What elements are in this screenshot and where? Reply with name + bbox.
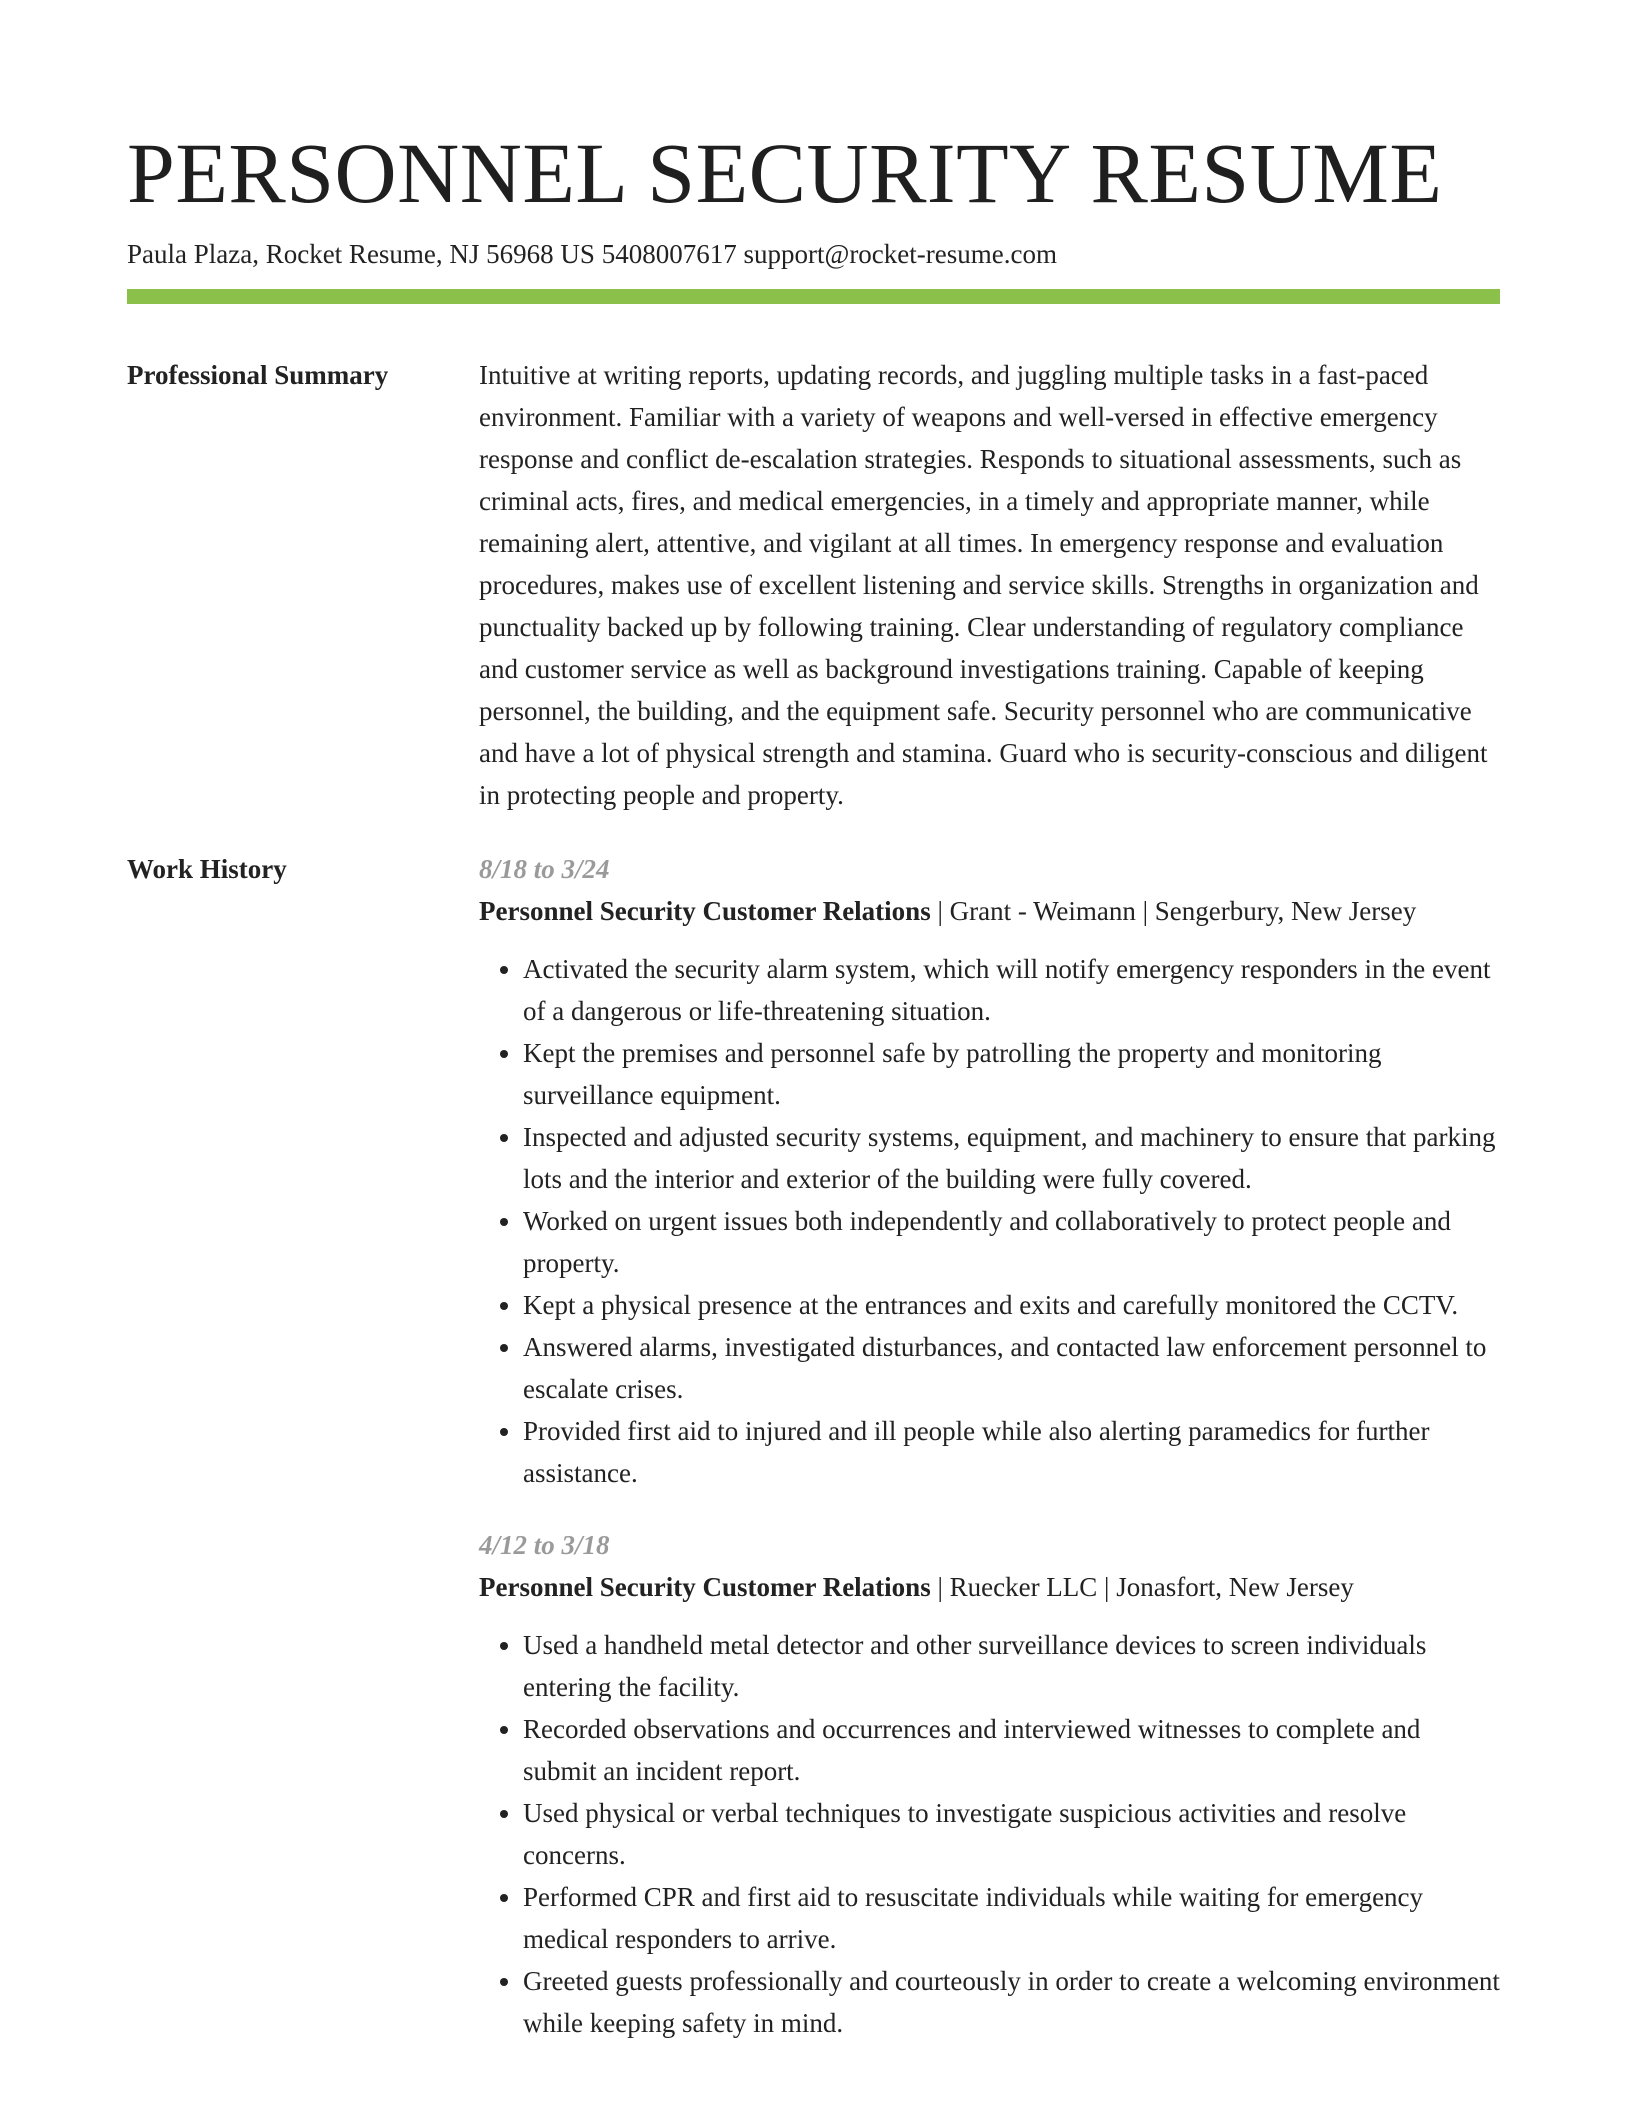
job-entry xyxy=(479,848,1500,1494)
job-bullet-list xyxy=(479,1624,1500,2044)
job-bullet: • Greeted guests professionally and courteously in order to create a welcoming environment while keeping safety in mind. xyxy=(523,1960,1500,2044)
job-heading xyxy=(479,1566,1500,1608)
job-bullet: • Activated the security alarm system, which will notify emergency responders in the event of a dangerous or life-threatening situation. xyxy=(523,948,1500,1032)
summary-body xyxy=(479,354,1500,816)
job-bullet: • Provided first aid to injured and ill people while also alerting paramedics for further assistance. xyxy=(523,1410,1500,1494)
job-title: Personnel Security Customer Relations xyxy=(479,1572,931,1602)
section-heading-summary: Professional Summary xyxy=(127,360,389,390)
resume-title: PERSONNEL SECURITY RESUME xyxy=(127,125,1443,221)
job-bullet: • Kept a physical presence at the entrances and exits and carefully monitored the CCTV. xyxy=(523,1284,1500,1326)
contact-phone: 5408007617 xyxy=(601,239,737,269)
job-bullet: • Performed CPR and first aid to resuscitate individuals while waiting for emergency medical responders to arrive. xyxy=(523,1876,1500,1960)
contact-line xyxy=(127,236,1500,272)
job-dates: 4/12 to 3/18 xyxy=(479,1530,610,1560)
job-bullet: • Used physical or verbal techniques to investigate suspicious activities and resolve concerns. xyxy=(523,1792,1500,1876)
work-history-body xyxy=(479,848,1500,2074)
job-bullet: • Kept the premises and personnel safe by patrolling the property and monitoring surveillance equipment. xyxy=(523,1032,1500,1116)
work-history-section xyxy=(127,848,1500,2074)
job-entry xyxy=(479,1524,1500,2044)
job-bullet: • Recorded observations and occurrences and interviewed witnesses to complete and submit an incident report. xyxy=(523,1708,1500,1792)
job-heading xyxy=(479,890,1500,932)
summary-text: Intuitive at writing reports, updating records, and juggling multiple tasks in a fast-paced environment. Familiar with a variety of weapons and well-versed in effective emergency response and conflict de-escalation strategies. Responds to situational assessments, such as criminal acts, fires, and medical emergencies, in a timely and appropriate manner, while remaining alert, attentive, and vigilant at all times. In emergency response and evaluation procedures, makes use of excellent listening and service skills. Strengths in organization and punctuality backed up by following training. Clear understanding of regulatory compliance and customer service as well as background investigations training. Capable of keeping personnel, the building, and the equipment safe. Security personnel who are communicative and have a lot of physical strength and stamina. Guard who is security-conscious and diligent in protecting people and property. xyxy=(479,360,1488,810)
contact-address: Paula Plaza, Rocket Resume, NJ 56968 US xyxy=(127,239,595,269)
job-company-location: | Ruecker LLC | Jonasfort, New Jersey xyxy=(930,1572,1354,1602)
job-bullet: • Used a handheld metal detector and other surveillance devices to screen individuals entering the facility. xyxy=(523,1624,1500,1708)
job-bullet: • Worked on urgent issues both independently and collaboratively to protect people and property. xyxy=(523,1200,1500,1284)
professional-summary-section xyxy=(127,354,1500,816)
section-heading-work-history: Work History xyxy=(127,854,287,884)
job-company-location: | Grant - Weimann | Sengerbury, New Jersey xyxy=(930,896,1417,926)
job-bullet-list xyxy=(479,948,1500,1494)
resume-page xyxy=(127,118,1500,2074)
job-bullet: • Inspected and adjusted security systems, equipment, and machinery to ensure that parking lots and the interior and exterior of the building were fully covered. xyxy=(523,1116,1500,1200)
job-title: Personnel Security Customer Relations xyxy=(479,896,931,926)
job-bullet: • Answered alarms, investigated disturbances, and contacted law enforcement personnel to escalate crises. xyxy=(523,1326,1500,1410)
header-divider-bar xyxy=(127,289,1500,304)
job-dates: 8/18 to 3/24 xyxy=(479,854,610,884)
contact-email: support@rocket-resume.com xyxy=(743,239,1057,269)
